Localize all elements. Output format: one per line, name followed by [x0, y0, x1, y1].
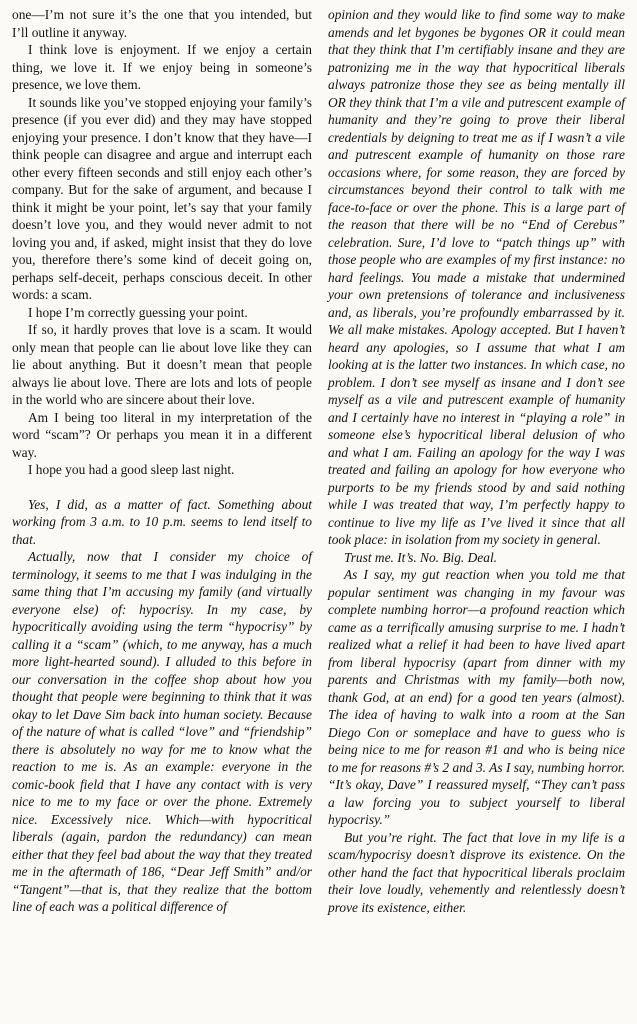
paragraph: It sounds like you’ve stopped enjoying your family’s presence (if you ever did) and they may have stopped enjoying your presence. I don’t know that they have—I think people can disagree and argue and interrupt each other every fifteen seconds and still enjoy each other’s company. But for the sake of argument, and because I think it might be your point, let’s say that your family doesn’t love you, and they would never admit to not loving you and, if asked, might insist that they do love you, therefore there’s some kind of deceit going on, perhaps self-deceit, perhaps conscious deceit. In other words: a scam.: [12, 94, 312, 302]
paragraph: I hope you had a good sleep last night.: [28, 462, 235, 477]
paragraph: one—I’m not sure it’s the one that you intended, but I’ll outline it anyway.: [12, 7, 312, 40]
paragraph: I think love is enjoyment. If we enjoy a certain thing, we love it. If we enjoy being in someone’s presence, we love them.: [12, 42, 312, 92]
reply-paragraph: As I say, my gut reaction when you told me that popular sentiment was changing in my favour was complete numbing horror—a profound reaction which came as a terrifically amusing surprise to me. I hadn’t realized what a relief it had been to have lived apart from liberal hypocrisy (apart from dinner with my parents and Christmas with my family—both now, thank God, at an end) for a good ten years (almost). The idea of having to walk into a room at the San Diego Con or someplace and have to guess who is being nice to me for reason #1 and who is being nice to me for reasons #’s 2 and 3. As I say, numbing horror. “It’s okay, Dave” I reassured myself, “They can’t pass a law forcing you to subject yourself to liberal hypocrisy.”: [328, 567, 625, 827]
reply-paragraph: Yes, I did, as a matter of fact. Something about working from 3 a.m. to 10 p.m. seems to lend itself to that.: [12, 496, 312, 547]
right-column: [328, 6, 625, 916]
reply-paragraph: Trust me. It’s. No. Big. Deal.: [344, 549, 498, 565]
reply-paragraph: opinion and they would like to find some way to make amends and let bygones be bygones OR it could mean that they think that I’m certifiably insane and they are patronizing me in the way that hypocritical liberals always patronize those they see as being mentally ill OR they think that I’m a vile and putrescent example of humanity and they’re going to prove their liberal credentials by deigning to treat me as if I wasn’t a vile and putrescent example of humanity on those rare occasions where, for some reason, they are forced by circumstances beyond their control to talk with me face-to-face or over the phone. This is a large part of the reason that there will be no “End of Cerebus” celebration. Sure, I’d love to “patch things up” with those people who are examples of my first instance: no hard feelings. You made a mistake that undermined your own pretensions of tolerance and inclusiveness and, as liberals, you’re profoundly embarrassed by it. We all make mistakes. Apology accepted. But I haven’t heard any apologies, so I assume that what I am looking at is the latter two instances. In which case, no problem. I don’t see myself as insane and I don’t see myself as a vile and putrescent example of humanity and I certainly have no interest in “playing a role” in someone else’s hypocritical liberal delusion of who and what I am. Failing an apology for the way I was treated and failing an apology for how everyone who purports to be my friends stood by and said nothing while I was treated that way, I’m perfectly happy to continue to live my life as I’ve lived it since that all took place: in isolation from my society in general.: [328, 7, 625, 547]
paragraph: I hope I’m correctly guessing your point.: [28, 304, 248, 320]
reply-paragraph: Actually, now that I consider my choice of terminology, it seems to me that I was indulging in the same thing that I’m accusing my family (and virtually everyone else) of: hypocrisy. In my case, by hypocritically avoiding using the term “hypocrisy” by calling it a “scam” (which, to me anyway, has a much more light-hearted sound). I alluded to this before in our conversation in the coffee shop about how you thought that people were beginning to think that it was okay to let Dave Sim back into human society. Because of the nature of what is called “love” and “friendship” there is absolutely no way for me to know what the reaction to me is. As an example: everyone in the comic-book field that I have any contact with is very nice to me to my face or over the phone. Extremely nice. Excessively nice. Which—with hypocritical liberals (again, pardon the redundancy) can mean either that they feel bad about the way that they treated me in the aftermath of 186, “Dear Jeff Smith” and/or “Tangent”—that is, that they realize that the bottom line of each was a political difference of: [12, 549, 312, 914]
paragraph: If so, it hardly proves that love is a scam. It would only mean that people can lie about love like they can lie about anything. But it doesn’t mean that people always lie about love. There are lots and lots of people in the world who are sincere about their love.: [12, 322, 312, 407]
left-column: [12, 6, 312, 916]
reply-paragraph: But you’re right. The fact that love in my life is a scam/hypocrisy doesn’t disprove its existence. On the other hand the fact that hypocritical liberals proclaim their love loudly, vehemently and relentlessly doesn’t prove its existence, either.: [328, 829, 625, 915]
paragraph: Am I being too literal in my interpretation of the word “scam”? Or perhaps you mean it in a different way.: [12, 409, 312, 460]
